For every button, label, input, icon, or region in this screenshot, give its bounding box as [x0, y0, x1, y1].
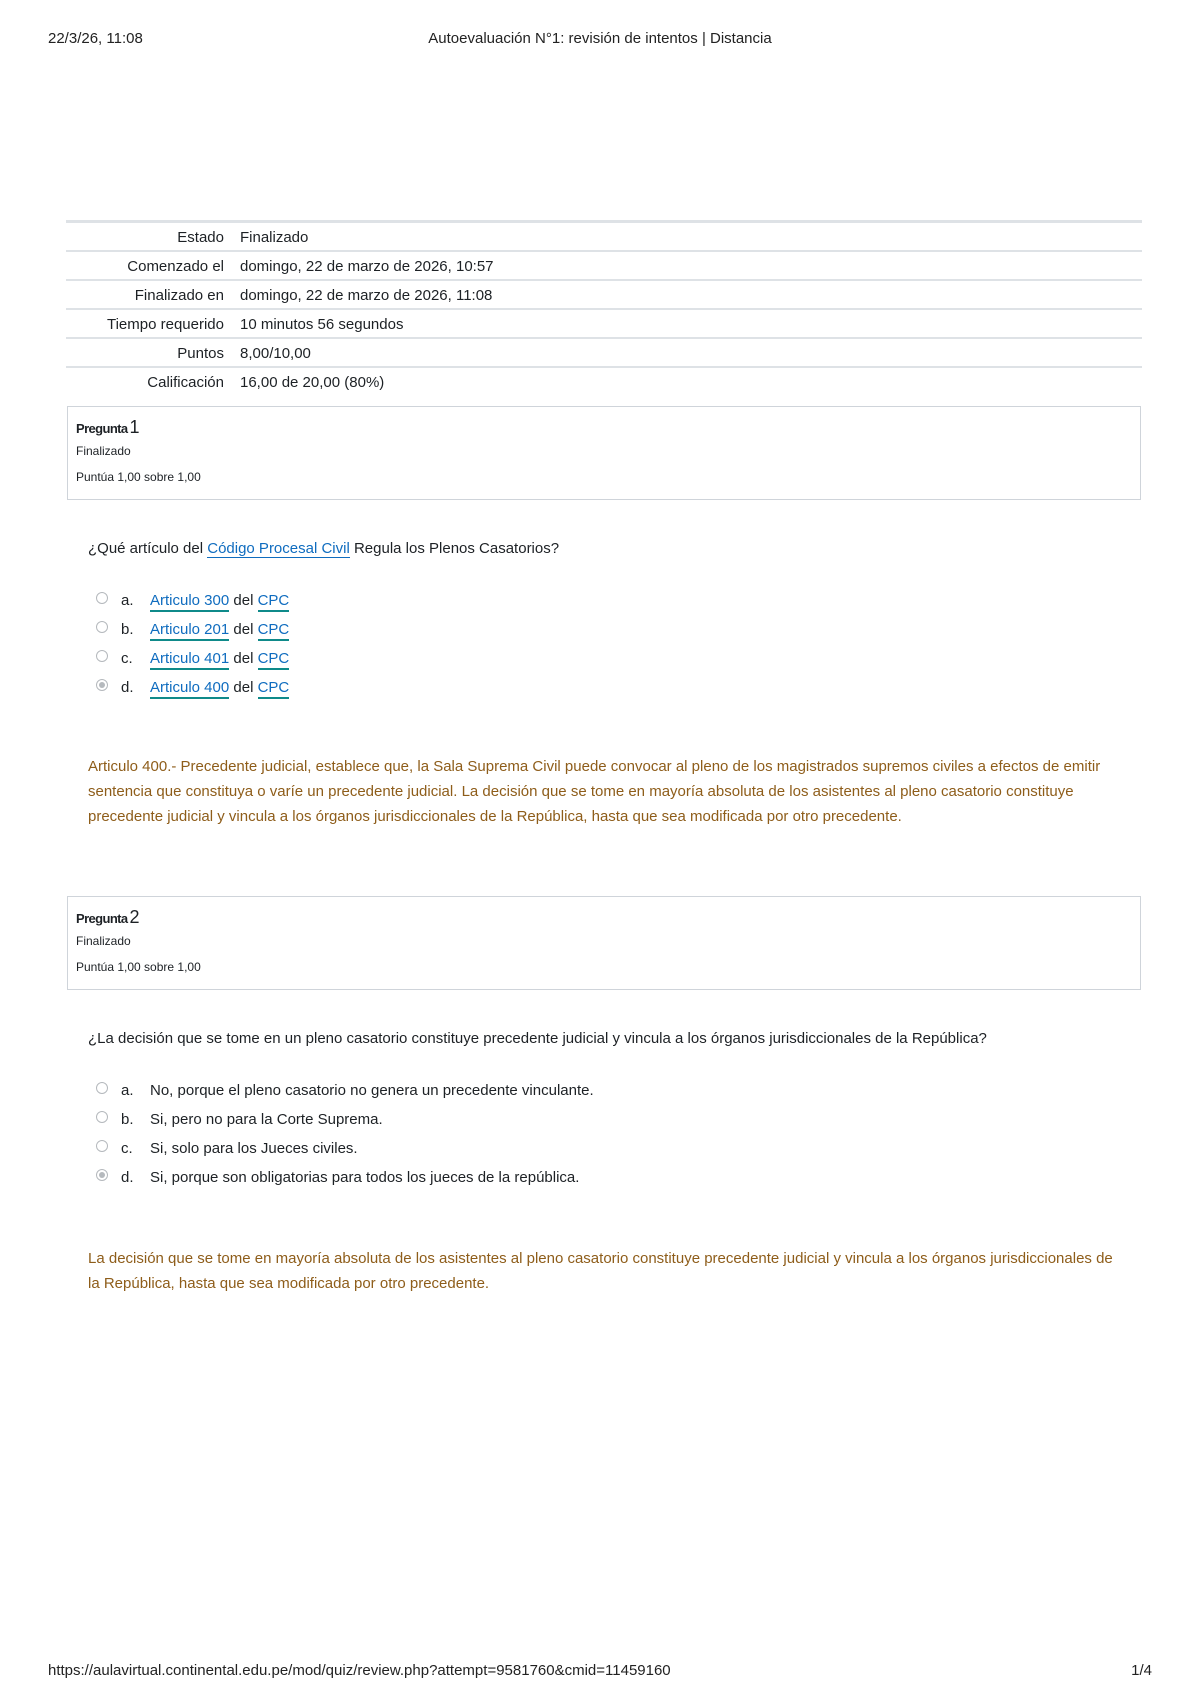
summary-row-estado [66, 222, 1142, 252]
summary-value: Finalizado [240, 228, 309, 246]
general-feedback-2: La decisión que se tome en mayoría absoluta de los asistentes al pleno casatorio constituye precedente judicial y vincula a los órganos jurisdiccionales de la República, hasta que sea modificada por otro precedente. [88, 1250, 1113, 1292]
answer-text: Si, pero no para la Corte Suprema. [150, 1111, 383, 1128]
radio-button[interactable] [96, 592, 108, 604]
radio-button[interactable] [96, 621, 108, 633]
page-number: 1/4 [1131, 1662, 1152, 1679]
summary-row-puntos [66, 338, 1142, 367]
cpc-link[interactable]: CPC [258, 650, 290, 670]
radio-button-selected[interactable] [96, 679, 108, 691]
question-state: Finalizado [76, 934, 131, 948]
article-link[interactable]: Articulo 201 [150, 621, 229, 641]
article-link[interactable]: Articulo 300 [150, 592, 229, 612]
question-text-2: ¿La decisión que se tome en un pleno casatorio constituye precedente judicial y vincula a los órganos jurisdiccionales de la República? [88, 1030, 987, 1047]
print-header [48, 30, 1152, 50]
summary-label: Estado [177, 228, 224, 246]
question-number: Pregunta 1 [76, 417, 140, 437]
question-text-1: ¿Qué artículo del Código Procesal Civil Regula los Plenos Casatorios? [88, 540, 560, 557]
summary-label: Comenzado el [127, 257, 224, 275]
page-url: https://aulavirtual.continental.edu.pe/mod/quiz/review.php?attempt=9581760&cmid=11459160 [48, 1662, 671, 1679]
answer-text: Si, porque son obligatorias para todos los jueces de la república. [150, 1169, 580, 1186]
question-info-2 [67, 896, 1141, 990]
print-footer [48, 1662, 1152, 1682]
radio-button-selected[interactable] [96, 1169, 108, 1181]
summary-value: 10 minutos 56 segundos [240, 315, 404, 333]
print-date: 22/3/26, 11:08 [48, 30, 143, 47]
summary-label: Finalizado en [134, 286, 224, 304]
radio-button[interactable] [96, 650, 108, 662]
summary-row-comenzado [66, 251, 1142, 280]
answer-text: No, porque el pleno casatorio no genera un precedente vinculante. [150, 1082, 594, 1099]
question-info-1 [67, 406, 1141, 500]
summary-row-calificacion [66, 367, 1142, 395]
summary-row-finalizado [66, 280, 1142, 309]
question-number: Pregunta 2 [76, 907, 140, 927]
radio-button[interactable] [96, 1082, 108, 1094]
summary-label: Calificación [147, 373, 224, 391]
article-link[interactable]: Articulo 401 [150, 650, 229, 670]
page-title: Autoevaluación N°1: revisión de intentos | Distancia [428, 30, 772, 47]
summary-value: 8,00/10,00 [240, 344, 311, 362]
summary-row-tiempo [66, 309, 1142, 338]
general-feedback-1: Articulo 400.- Precedente judicial, establece que, la Sala Suprema Civil puede convocar al pleno de los magistrados supremos civiles a efectos de emitir sentencia que constituya o varíe un precedente judicial. La decisión que se tome en mayoría absoluta de los asistentes al pleno casatorio constituye precedente judicial y vincula a los órganos jurisdiccionales de la República, hasta que sea modificada por otro precedente. [88, 758, 1101, 825]
radio-button[interactable] [96, 1140, 108, 1152]
cpc-link[interactable]: CPC [258, 592, 290, 612]
summary-value: 16,00 de 20,00 (80%) [240, 373, 385, 391]
attempt-summary-table [66, 220, 1142, 395]
answer-text: Si, solo para los Jueces civiles. [150, 1140, 358, 1157]
summary-value: domingo, 22 de marzo de 2026, 10:57 [240, 257, 494, 275]
summary-label: Puntos [177, 344, 224, 362]
summary-value: domingo, 22 de marzo de 2026, 11:08 [240, 286, 493, 304]
cpc-link[interactable]: CPC [258, 679, 290, 699]
question-state: Finalizado [76, 444, 131, 458]
article-link[interactable]: Articulo 400 [150, 679, 229, 699]
glossary-link[interactable]: Código Procesal Civil [207, 540, 350, 557]
cpc-link[interactable]: CPC [258, 621, 290, 641]
question-grade: Puntúa 1,00 sobre 1,00 [76, 470, 201, 484]
radio-button[interactable] [96, 1111, 108, 1123]
question-grade: Puntúa 1,00 sobre 1,00 [76, 960, 201, 974]
summary-label: Tiempo requerido [106, 315, 224, 333]
